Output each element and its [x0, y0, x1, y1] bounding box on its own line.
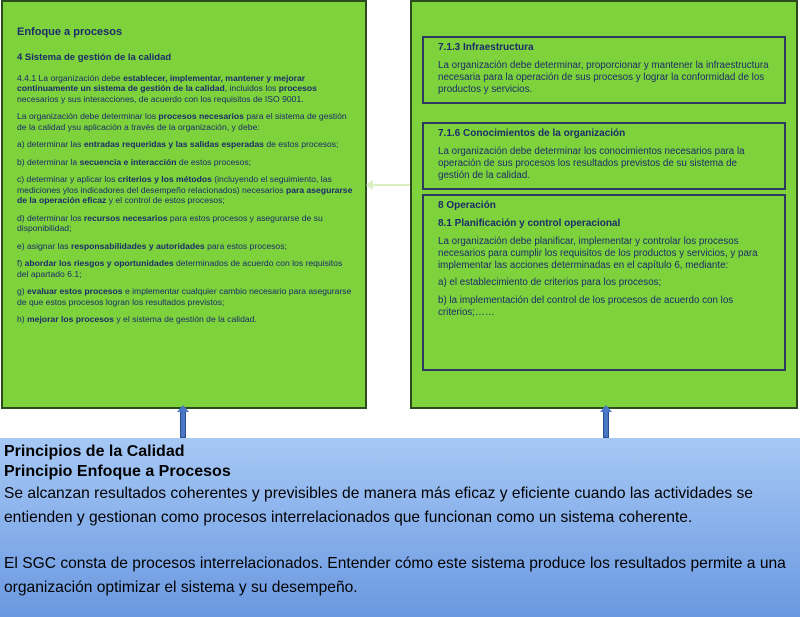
knowledge-box: [422, 122, 786, 190]
clause-4-4-1: 4.4.1 La organización debe establecer, implementar, mantener y mejorar continuamente un sistema de gestión de la calidad, incluidos los procesos necesarios y sus interacciones, de acuerdo con los requisitos de ISO 9001.: [17, 73, 317, 104]
up-arrow-right-icon: [603, 410, 609, 438]
connector-arrowhead-icon: [366, 180, 373, 190]
operation-item-b: b) la implementación del control de los procesos de acuerdo con los criterios;……: [438, 295, 734, 318]
item-c: c) determinar y aplicar los criterios y los métodos (incluyendo el seguimiento, las mediciones ylos indicadores del desempeño relacionados) necesarios para asegurarse de la operación eficaz y el control de estos procesos;: [17, 174, 353, 206]
up-arrow-left-icon: [180, 410, 186, 438]
clause-intro: La organización debe determinar los procesos necesarios para el sistema de gestión de la calidad ysu aplicación a través de la organización, y debe:: [17, 111, 347, 132]
item-a: a) determinar las entradas requeridas y las salidas esperadas de estos procesos;: [17, 139, 339, 150]
operation-title: 8 Operación: [438, 200, 496, 211]
connector-line: [367, 184, 410, 186]
principle-explanation: El SGC consta de procesos interrelacionados. Entender cómo este sistema produce los resultados permite a una organización optimizar el sistema y su desempeño.: [4, 555, 786, 596]
item-g: g) evaluar estos procesos e implementar cualquier cambio necesario para asegurarse de que estos procesos logran los resultados previstos;: [17, 286, 352, 307]
left-process-box: [1, 0, 367, 409]
item-b: b) determinar la secuencia e interacción de estos procesos;: [17, 156, 252, 167]
operation-box: [422, 194, 786, 371]
item-e: e) asignar las responsabilidades y autoridades para estos procesos;: [17, 240, 287, 251]
left-box-title: Enfoque a procesos: [17, 26, 123, 38]
right-clauses-box: [410, 0, 798, 409]
infrastructure-box: [422, 36, 786, 104]
operation-text: La organización debe planificar, implementar y controlar los procesos necesarios para cumplir los requisitos de los productos y servicios, y para implementar las acciones determinadas en el capítulo 6, mediante:: [438, 236, 758, 271]
principle-subheading: Principio Enfoque a Procesos: [4, 463, 231, 480]
principle-panel: [0, 438, 800, 617]
item-h: h) mejorar los procesos y el sistema de gestión de la calidad.: [17, 314, 257, 325]
infrastructure-text: La organización debe determinar, proporcionar y mantener la infraestructura necesaria para la operación de sus procesos y lograr la conformidad de los productos y servicios.: [438, 60, 769, 95]
operation-item-a: a) el establecimiento de criterios para los procesos;: [438, 277, 662, 289]
operation-subtitle: 8.1 Planificación y control operacional: [438, 218, 621, 229]
infrastructure-title: 7.1.3 Infraestructura: [438, 42, 534, 53]
principle-statement: Se alcanzan resultados coherentes y previsibles de manera más eficaz y eficiente cuando las actividades se entienden y gestionan como procesos interrelacionados que funcionan como un sistema coherente.: [4, 485, 753, 526]
principle-heading: Principios de la Calidad: [4, 443, 185, 460]
item-f: f) abordar los riesgos y oportunidades determinados de acuerdo con los requisitos del apartado 6.1;: [17, 258, 343, 279]
left-box-subtitle: 4 Sistema de gestión de la calidad: [17, 52, 172, 63]
knowledge-text: La organización debe determinar los conocimientos necesarios para la operación de sus procesos los resultados previstos de su sistema de gestión de la calidad.: [438, 146, 745, 181]
item-d: d) determinar los recursos necesarios para estos procesos y asegurarse de su disponibilidad;: [17, 212, 323, 234]
knowledge-title: 7.1.6 Conocimientos de la organización: [438, 128, 626, 139]
